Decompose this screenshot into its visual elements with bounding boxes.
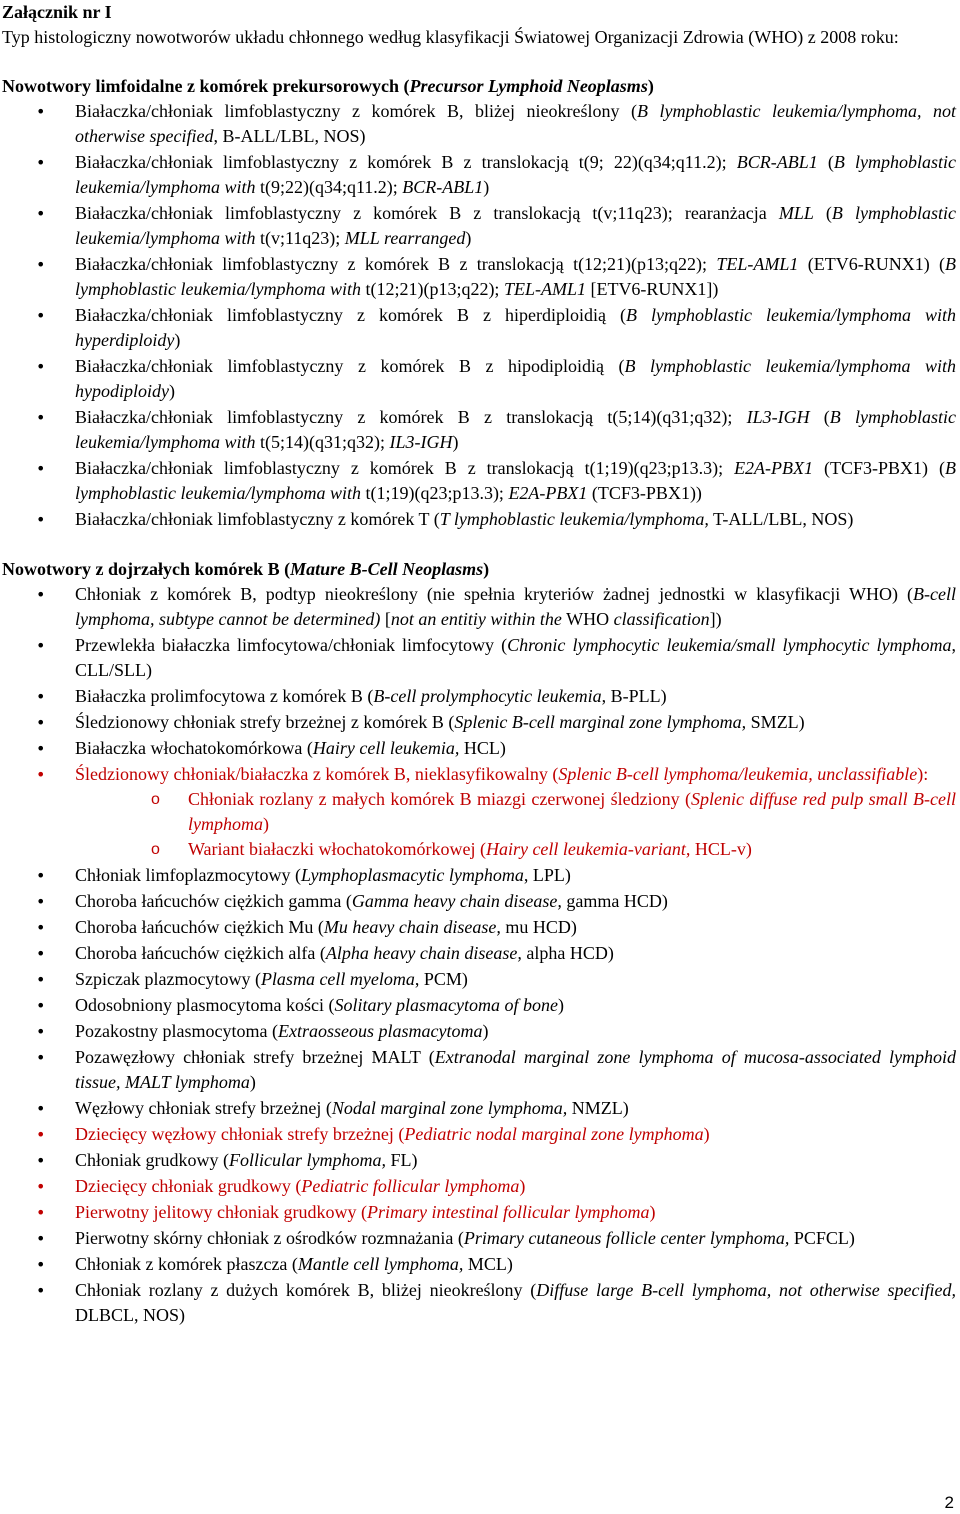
list-item-highlighted: • Dziecięcy węzłowy chłoniak strefy brzeżnej (Pediatric nodal marginal zone lymphoma) bbox=[2, 1122, 956, 1147]
sub-list-item: o Chłoniak rozlany z małych komórek B miazgi czerwonej śledziony (Splenic diffuse red pulp small B-cell lymphoma) bbox=[75, 787, 956, 837]
document-page bbox=[2, 0, 956, 1329]
list-item: • Pozakostny plasmocytoma (Extraosseous plasmacytoma) bbox=[2, 1019, 956, 1044]
section-title-mature-b: Nowotwory z dojrzałych komórek B (Mature B-Cell Neoplasms) bbox=[2, 559, 490, 579]
list-item: • Chłoniak rozlany z dużych komórek B, bliżej nieokreślony (Diffuse large B-cell lymphoma, not otherwise specified, DLBCL, NOS) bbox=[2, 1278, 956, 1328]
list-item-highlighted: • Pierwotny jelitowy chłoniak grudkowy (Primary intestinal follicular lymphoma) bbox=[2, 1200, 956, 1225]
mature-b-list bbox=[2, 582, 956, 1328]
list-item-highlighted: • Śledzionowy chłoniak/białaczka z komórek B, nieklasyfikowalny (Splenic B-cell lymphoma/leukemia, unclassifiable): o Chłoniak rozlany z małych komórek B miazgi czerwonej śledziony (Splenic diffuse red pulp small B-cell lymphoma) o Wariant białaczki włochatokomórkowej (Hairy cell leukemia-variant, HCL-v) bbox=[2, 762, 956, 862]
document-title: Typ histologiczny nowotworów układu chłonnego według klasyfikacji Światowej Organizacji Zdrowia (WHO) z 2008 roku: bbox=[2, 27, 899, 47]
list-item: • Przewlekła białaczka limfocytowa/chłoniak limfocytowy (Chronic lymphocytic leukemia/small lymphocytic lymphoma, CLL/SLL) bbox=[2, 633, 956, 683]
sub-list-item: o Wariant białaczki włochatokomórkowej (Hairy cell leukemia-variant, HCL-v) bbox=[75, 837, 956, 862]
list-item: • Węzłowy chłoniak strefy brzeżnej (Nodal marginal zone lymphoma, NMZL) bbox=[2, 1096, 956, 1121]
list-item: • Białaczka/chłoniak limfoblastyczny z komórek B z translokacją t(12;21)(p13;q22); TEL-AML1 (ETV6-RUNX1) (B lymphoblastic leukemia/lymphoma with t(12;21)(p13;q22); TEL-AML1 [ETV6-RUNX1]) bbox=[2, 252, 956, 302]
annex-heading: Załącznik nr I bbox=[2, 2, 112, 22]
page-number: 2 bbox=[944, 1493, 954, 1512]
list-item: • Białaczka włochatokomórkowa (Hairy cell leukemia, HCL) bbox=[2, 736, 956, 761]
list-item: • Chłoniak z komórek płaszcza (Mantle cell lymphoma, MCL) bbox=[2, 1252, 956, 1277]
precursor-list bbox=[2, 99, 956, 532]
list-item: • Białaczka prolimfocytowa z komórek B (B-cell prolymphocytic leukemia, B-PLL) bbox=[2, 684, 956, 709]
list-item: • Chłoniak limfoplazmocytowy (Lymphoplasmacytic lymphoma, LPL) bbox=[2, 863, 956, 888]
list-item: • Chłoniak grudkowy (Follicular lymphoma, FL) bbox=[2, 1148, 956, 1173]
list-item: • Białaczka/chłoniak limfoblastyczny z komórek B z hipodiploidią (B lymphoblastic leukemia/lymphoma with hypodiploidy) bbox=[2, 354, 956, 404]
list-item: • Choroba łańcuchów ciężkich gamma (Gamma heavy chain disease, gamma HCD) bbox=[2, 889, 956, 914]
list-item: • Białaczka/chłoniak limfoblastyczny z komórek B z translokacją t(9; 22)(q34;q11.2); BCR-ABL1 (B lymphoblastic leukemia/lymphoma with t(9;22)(q34;q11.2); BCR-ABL1) bbox=[2, 150, 956, 200]
list-item: • Pierwotny skórny chłoniak z ośrodków rozmnażania (Primary cutaneous follicle center lymphoma, PCFCL) bbox=[2, 1226, 956, 1251]
list-item: • Chłoniak z komórek B, podtyp nieokreślony (nie spełnia kryteriów żadnej jednostki w klasyfikacji WHO) (B-cell lymphoma, subtype cannot be determined) [not an entitiy within the WHO classification]) bbox=[2, 582, 956, 632]
list-item: • Śledzionowy chłoniak strefy brzeżnej z komórek B (Splenic B-cell marginal zone lymphoma, SMZL) bbox=[2, 710, 956, 735]
list-item: • Choroba łańcuchów ciężkich alfa (Alpha heavy chain disease, alpha HCD) bbox=[2, 941, 956, 966]
list-item: • Białaczka/chłoniak limfoblastyczny z komórek B z translokacją t(1;19)(q23;p13.3); E2A-PBX1 (TCF3-PBX1) (B lymphoblastic leukemia/lymphoma with t(1;19)(q23;p13.3); E2A-PBX1 (TCF3-PBX1)) bbox=[2, 456, 956, 506]
list-item: • Białaczka/chłoniak limfoblastyczny z komórek B z translokacją t(5;14)(q31;q32); IL3-IGH (B lymphoblastic leukemia/lymphoma with t(5;14)(q31;q32); IL3-IGH) bbox=[2, 405, 956, 455]
list-item-highlighted: • Dziecięcy chłoniak grudkowy (Pediatric follicular lymphoma) bbox=[2, 1174, 956, 1199]
section-title-precursor: Nowotwory limfoidalne z komórek prekursorowych (Precursor Lymphoid Neoplasms) bbox=[2, 76, 654, 96]
list-item: • Pozawęzłowy chłoniak strefy brzeżnej MALT (Extranodal marginal zone lymphoma of mucosa-associated lymphoid tissue, MALT lymphoma) bbox=[2, 1045, 956, 1095]
list-item: • Białaczka/chłoniak limfoblastyczny z komórek B z hiperdiploidią (B lymphoblastic leukemia/lymphoma with hyperdiploidy) bbox=[2, 303, 956, 353]
list-item: • Białaczka/chłoniak limfoblastyczny z komórek T (T lymphoblastic leukemia/lymphoma, T-ALL/LBL, NOS) bbox=[2, 507, 956, 532]
list-item: • Białaczka/chłoniak limfoblastyczny z komórek B, bliżej nieokreślony (B lymphoblastic leukemia/lymphoma, not otherwise specified, B-ALL/LBL, NOS) bbox=[2, 99, 956, 149]
list-item: • Choroba łańcuchów ciężkich Mu (Mu heavy chain disease, mu HCD) bbox=[2, 915, 956, 940]
list-item: • Odosobniony plasmocytoma kości (Solitary plasmacytoma of bone) bbox=[2, 993, 956, 1018]
list-item: • Białaczka/chłoniak limfoblastyczny z komórek B z translokacją t(v;11q23); rearanżacja MLL (B lymphoblastic leukemia/lymphoma with t(v;11q23); MLL rearranged) bbox=[2, 201, 956, 251]
sub-list bbox=[75, 787, 956, 862]
list-item: • Szpiczak plazmocytowy (Plasma cell myeloma, PCM) bbox=[2, 967, 956, 992]
